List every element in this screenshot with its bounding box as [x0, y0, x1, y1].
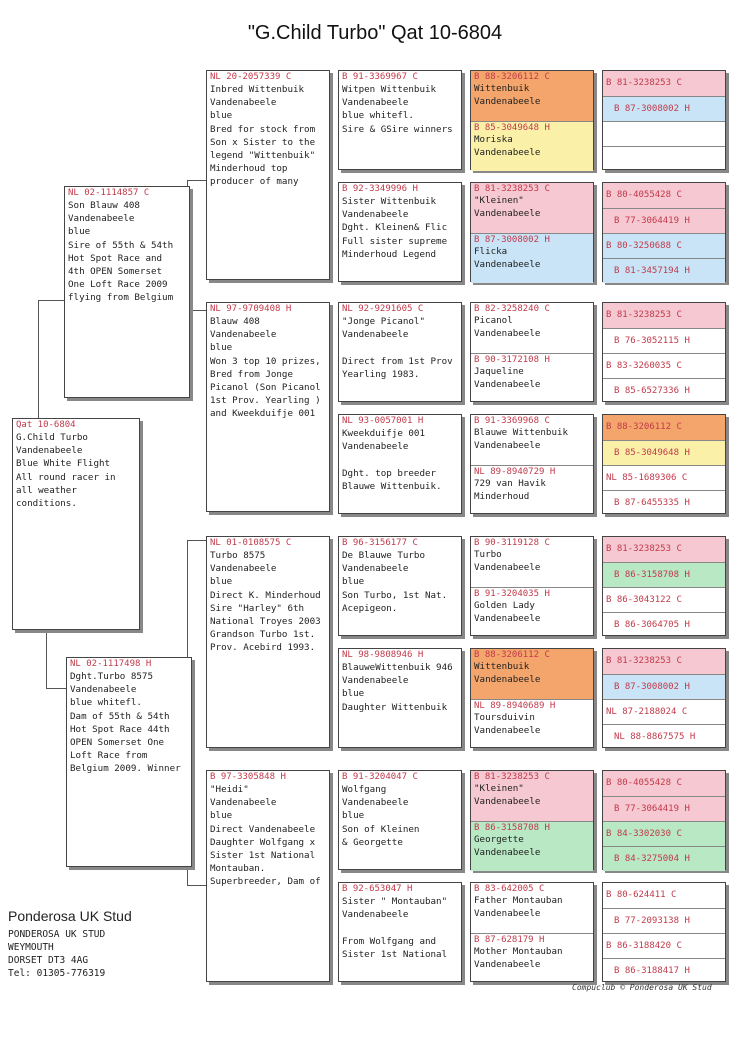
gen4-text: Wolfgang Vandenabeele blue Son of Kleinen & Georgette — [342, 784, 420, 848]
ring-number: B 83-642005 C — [474, 884, 545, 894]
gen3-text: "Heidi" Vandenabeele blue Direct Vandenabeele Daughter Wolfgang x Sister 1st National Montauban. Superbreeder, Dam of — [210, 784, 321, 888]
gen4-card-4[interactable] — [338, 414, 462, 514]
sire-cell[interactable] — [603, 883, 725, 908]
dam-cell[interactable] — [603, 958, 725, 983]
pigeon-name: Jaqueline Vandenabeele — [474, 366, 541, 390]
sire-cell[interactable] — [603, 71, 725, 96]
gen4-card-2[interactable] — [338, 182, 462, 282]
dam-card[interactable] — [66, 657, 192, 867]
ring-number: B 87-3008002 H — [614, 104, 690, 114]
gen3-text: Turbo 8575 Vandenabeele blue Direct K. Minderhoud Sire "Harley" 6th National Troyes 2003 Grandson Turbo 1st. Prov. Acebird 1993. — [210, 550, 321, 654]
gen4-ring: B 91-3204047 C — [342, 772, 418, 782]
dam-cell[interactable] — [603, 96, 725, 121]
gen5-pair-card[interactable] — [470, 414, 594, 514]
gen4-card-5[interactable] — [338, 536, 462, 636]
gen5-pair-card[interactable] — [470, 70, 594, 170]
gen3-card-1[interactable] — [206, 70, 330, 280]
dam-cell[interactable] — [471, 821, 593, 871]
gen3-ring: NL 97-9709408 H — [210, 304, 292, 314]
dam-cell[interactable] — [603, 908, 725, 933]
gen4-card-1[interactable] — [338, 70, 462, 170]
ring-number: B 91-3369968 C — [474, 416, 550, 426]
gen4-ring: NL 92-9291605 C — [342, 304, 424, 314]
gen4-text: BlauweWittenbuik 946 Vandenabeele blue Daughter Wittenbuik — [342, 662, 453, 713]
ring-number: NL 89-8940689 H — [474, 701, 556, 711]
ring-number: B 81-3238253 C — [606, 310, 682, 320]
dam-cell[interactable] — [603, 146, 725, 171]
pigeon-name: Father Montauban Vandenabeele — [474, 895, 563, 919]
ring-number: B 86-3043122 C — [606, 595, 682, 605]
ring-number: NL 87-2188024 C — [606, 707, 688, 717]
ring-number: B 77-3064419 H — [614, 216, 690, 226]
gen5-pair-card[interactable] — [470, 770, 594, 870]
dam-cell[interactable] — [471, 233, 593, 283]
pigeon-name: "Kleinen" Vandenabeele — [474, 195, 541, 219]
ring-number: B 81-3238253 C — [474, 772, 550, 782]
dam-cell[interactable] — [603, 258, 725, 283]
sire-cell[interactable] — [603, 353, 725, 378]
pedigree-title: "G.Child Turbo" Qat 10-6804 — [247, 22, 503, 44]
gen3-text: Blauw 408 Vandenabeele blue Won 3 top 10 prizes, Bred from Jonge Picanol (Son Picanol 1st Prov. Yearling ) and Kweekduifje 001 — [210, 316, 321, 420]
sire-cell[interactable] — [471, 71, 593, 121]
sire-cell[interactable] — [603, 699, 725, 724]
dam-cell[interactable] — [471, 465, 593, 515]
ring-number: B 87-628179 H — [474, 935, 545, 945]
sire-cell[interactable] — [603, 649, 725, 674]
ring-number: B 81-3238253 C — [606, 656, 682, 666]
ring-number: B 84-3275004 H — [614, 854, 690, 864]
gen4-text: "Jonge Picanol" Vandenabeele Direct from 1st Prov Yearling 1983. — [342, 316, 453, 380]
gen6-group-card[interactable] — [602, 536, 726, 636]
gen6-group-card[interactable] — [602, 70, 726, 170]
dam-text: Dght.Turbo 8575 Vandenabeele blue whitefl. Dam of 55th & 54th Hot Spot Race 44th OPEN Somerset One Loft Race from Belgium 2009. Winner — [70, 671, 181, 775]
sire-cell[interactable] — [603, 771, 725, 796]
gen6-group-card[interactable] — [602, 302, 726, 402]
ring-number: NL 85-1689306 C — [606, 473, 688, 483]
dam-cell[interactable] — [471, 353, 593, 403]
dam-cell[interactable] — [603, 378, 725, 403]
ring-number: B 81-3457194 H — [614, 266, 690, 276]
pigeon-name: 729 van Havik Minderhoud — [474, 478, 546, 502]
gen4-text: De Blauwe Turbo Vandenabeele blue Son Turbo, 1st Nat. Acepigeon. — [342, 550, 448, 614]
pigeon-name: Golden Lady Vandenabeele — [474, 600, 541, 624]
ring-number: B 77-2093138 H — [614, 916, 690, 926]
ring-number: B 77-3064419 H — [614, 804, 690, 814]
ring-number: B 81-3238253 C — [606, 78, 682, 88]
sire-cell[interactable] — [603, 303, 725, 328]
gen3-card-3[interactable] — [206, 536, 330, 748]
sire-cell[interactable] — [471, 537, 593, 587]
dam-cell[interactable] — [603, 490, 725, 515]
gen6-group-card[interactable] — [602, 648, 726, 748]
pigeon-name: Blauwe Wittenbuik Vandenabeele — [474, 427, 569, 451]
gen6-group-card[interactable] — [602, 770, 726, 870]
pigeon-name: Picanol Vandenabeele — [474, 315, 541, 339]
ring-number: NL 89-8940729 H — [474, 467, 556, 477]
gen5-pair-card[interactable] — [470, 536, 594, 636]
sire-text: Son Blauw 408 Vandenabeele blue Sire of 55th & 54th Hot Spot Race and 4th OPEN Somerset One Loft Race 2009 flying from Belgium — [68, 200, 174, 304]
gen4-ring: NL 93-0057001 H — [342, 416, 424, 426]
ring-number: B 84-3302030 C — [606, 829, 682, 839]
dam-cell[interactable] — [603, 612, 725, 637]
ring-number: B 87-3008002 H — [614, 682, 690, 692]
gen5-pair-card[interactable] — [470, 302, 594, 402]
ring-number: B 82-3258240 C — [474, 304, 550, 314]
subject-text: G.Child Turbo Vandenabeele Blue White Flight All round racer in all weather conditions. — [16, 432, 116, 510]
ring-number: B 85-6527336 H — [614, 386, 690, 396]
pigeon-name: Wittenbuik Vandenabeele — [474, 83, 541, 107]
dam-cell[interactable] — [471, 933, 593, 983]
gen3-ring: NL 01-0108575 C — [210, 538, 292, 548]
stud-name: Ponderosa UK Stud — [8, 908, 132, 924]
sire-cell[interactable] — [471, 183, 593, 233]
gen4-text: Witpen Wittenbuik Vandenabeele blue whitefl. Sire & GSire winners — [342, 84, 453, 135]
sire-cell[interactable] — [603, 233, 725, 258]
gen4-card-6[interactable] — [338, 648, 462, 748]
sire-cell[interactable] — [471, 883, 593, 933]
subject-card[interactable] — [12, 418, 140, 630]
sire-ring: NL 02-1114857 C — [68, 188, 150, 198]
gen4-text: Sister Wittenbuik Vandenabeele Dght. Kleinen& Flic Full sister supreme Minderhoud Legend — [342, 196, 448, 260]
ring-number: B 90-3172108 H — [474, 355, 550, 365]
sire-cell[interactable] — [603, 933, 725, 958]
ring-number: B 85-3049648 H — [614, 448, 690, 458]
sire-card[interactable] — [64, 186, 190, 398]
gen4-ring: B 92-3349996 H — [342, 184, 418, 194]
gen3-card-4[interactable] — [206, 770, 330, 982]
dam-cell[interactable] — [603, 328, 725, 353]
ring-number: B 88-3206112 C — [606, 422, 682, 432]
gen4-ring: B 96-3156177 C — [342, 538, 418, 548]
gen5-pair-card[interactable] — [470, 882, 594, 982]
pigeon-name: Turbo Vandenabeele — [474, 549, 541, 573]
subject-ring: Qat 10-6804 — [16, 420, 76, 430]
dam-cell[interactable] — [603, 208, 725, 233]
ring-number: B 80-4055428 C — [606, 778, 682, 788]
sire-cell[interactable] — [471, 415, 593, 465]
ring-number: B 80-4055428 C — [606, 190, 682, 200]
sire-cell[interactable] — [471, 649, 593, 699]
ring-number: B 88-3206112 C — [474, 72, 550, 82]
ring-number: B 81-3238253 C — [474, 184, 550, 194]
dam-cell[interactable] — [471, 121, 593, 171]
ring-number: B 87-6455335 H — [614, 498, 690, 508]
gen4-card-8[interactable] — [338, 882, 462, 982]
pigeon-name: Mother Montauban Vandenabeele — [474, 946, 563, 970]
pigeon-name: Moriska Vandenabeele — [474, 134, 541, 158]
ring-number: B 86-3158708 H — [614, 570, 690, 580]
ring-number: B 80-624411 C — [606, 890, 677, 900]
dam-cell[interactable] — [603, 440, 725, 465]
ring-number: B 80-3250688 C — [606, 241, 682, 251]
gen3-ring: NL 20-2057339 C — [210, 72, 292, 82]
ring-number: B 86-3188417 H — [614, 966, 690, 976]
gen4-ring: B 92-653047 H — [342, 884, 413, 894]
gen6-group-card[interactable] — [602, 414, 726, 514]
ring-number: B 81-3238253 C — [606, 544, 682, 554]
ring-number — [603, 122, 725, 124]
dam-cell[interactable] — [471, 587, 593, 637]
pigeon-name: "Kleinen" Vandenabeele — [474, 783, 541, 807]
dam-cell[interactable] — [603, 674, 725, 699]
sire-cell[interactable] — [603, 821, 725, 846]
sire-cell[interactable] — [471, 771, 593, 821]
sire-cell[interactable] — [603, 183, 725, 208]
dam-cell[interactable] — [603, 724, 725, 749]
sire-cell[interactable] — [603, 415, 725, 440]
gen4-card-7[interactable] — [338, 770, 462, 870]
sire-cell[interactable] — [471, 303, 593, 353]
sire-cell[interactable] — [603, 121, 725, 146]
gen4-card-3[interactable] — [338, 302, 462, 402]
ring-number: B 90-3119128 C — [474, 538, 550, 548]
ring-number: B 76-3052115 H — [614, 336, 690, 346]
ring-number: B 86-3064705 H — [614, 620, 690, 630]
gen3-ring: B 97-3305848 H — [210, 772, 286, 782]
sire-cell[interactable] — [603, 465, 725, 490]
pigeon-name: Flicka Vandenabeele — [474, 246, 541, 270]
ring-number: B 86-3188420 C — [606, 941, 682, 951]
dam-cell[interactable] — [603, 846, 725, 871]
gen4-text: Sister " Montauban" Vandenabeele From Wolfgang and Sister 1st National — [342, 896, 448, 960]
gen6-group-card[interactable] — [602, 882, 726, 982]
ring-number: B 83-3260035 C — [606, 361, 682, 371]
dam-cell[interactable] — [603, 562, 725, 587]
dam-ring: NL 02-1117498 H — [70, 659, 152, 669]
gen3-text: Inbred Wittenbuik Vandenabeele blue Bred for stock from Son x Sister to the legend "Wittenbuik" Minderhoud top producer of many — [210, 84, 316, 188]
ring-number — [611, 147, 725, 149]
gen5-pair-card[interactable] — [470, 648, 594, 748]
gen4-text: Kweekduifje 001 Vandenabeele Dght. top breeder Blauwe Wittenbuik. — [342, 428, 442, 492]
gen4-ring: B 91-3369967 C — [342, 72, 418, 82]
gen5-pair-card[interactable] — [470, 182, 594, 282]
dam-cell[interactable] — [603, 796, 725, 821]
ring-number: B 85-3049648 H — [474, 123, 550, 133]
copyright-footer: Compuclub © Ponderosa UK Stud — [572, 983, 712, 992]
ring-number: B 87-3008002 H — [474, 235, 550, 245]
pigeon-name: Georgette Vandenabeele — [474, 834, 541, 858]
gen3-card-2[interactable] — [206, 302, 330, 512]
sire-cell[interactable] — [603, 537, 725, 562]
ring-number: B 88-3206112 C — [474, 650, 550, 660]
pigeon-name: Toursduivin Vandenabeele — [474, 712, 541, 736]
ring-number: B 86-3158708 H — [474, 823, 550, 833]
sire-cell[interactable] — [603, 587, 725, 612]
ring-number: B 91-3204035 H — [474, 589, 550, 599]
ring-number: NL 88-8867575 H — [614, 732, 696, 742]
gen6-group-card[interactable] — [602, 182, 726, 282]
pigeon-name: Wittenbuik Vandenabeele — [474, 661, 541, 685]
dam-cell[interactable] — [471, 699, 593, 749]
gen4-ring: NL 98-9808946 H — [342, 650, 424, 660]
stud-address: PONDEROSA UK STUD WEYMOUTH DORSET DT3 4AG Tel: 01305-776319 — [8, 929, 106, 979]
